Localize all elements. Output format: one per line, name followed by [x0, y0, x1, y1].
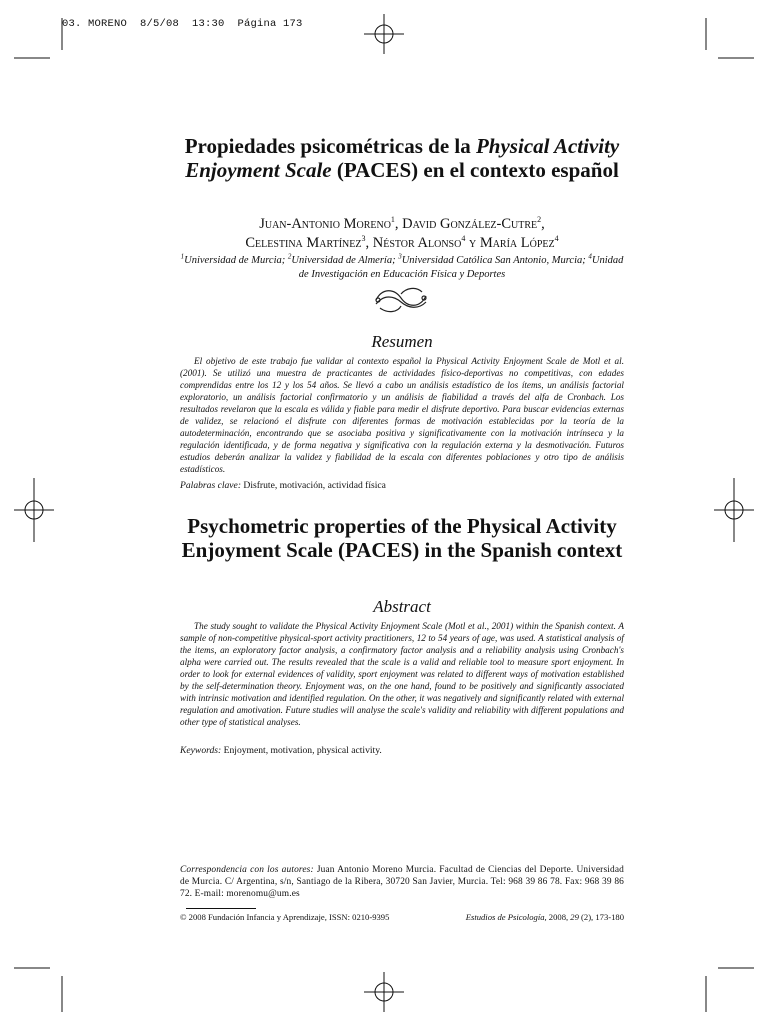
spanish-keywords-values: Disfrute, motivación, actividad física: [241, 480, 386, 491]
abstract-body: The study sought to validate the Physical Activity Enjoyment Scale (Motl et al., 2001) within the Spanish context. A sample of non-competitive physical-sport activity practitioners, 12 to 54 years of age, was used. A statistical analysis of the items, an exploratory factor analysis, a confirmatory factor analysis and a reliability analysis using Cronbach's alpha were carried out. The results revealed that the scale is a valid and reliable tool to measure sport enjoyment. In order to look for external evidences of validity, sport enjoyment was related to different ways of motivation established by the self-determination theory. Enjoyment was, on the one hand, found to be positively and significantly associated with intrinsic motivation and identified regulation. On the other, it was negatively and significantly related with external regulation and amotivation. Future studies will analyse the scale's validity and reliability with different populations and other type of statistical analyses.: [180, 621, 624, 728]
resumen-body: El objetivo de este trabajo fue validar al contexto español la Physical Activity Enjoyment Scale de Motl et al. (2001). Se utilizó una muestra de practicantes de actividades físico-deportivas no competitivas, con edades comprendidas entre los 12 y los 54 años. Se llevó a cabo un análisis estadístico de los ítems, un análisis factorial exploratorio, un análisis factorial confirmatorio y un análisis de fiabilidad a través del alfa de Cronbach. Los resultados revelaron que la escala es válida y fiable para medir el disfrute deportivo. Para buscar evidencias externas de validez, se relacionó el disfrute con diferentes formas de motivación establecidas por la teoría de la autodeterminación, encontrando que se asociaba positiva y significativamente con la motivación intrínseca y la regulación identificada, y de forma negativa y significativa con la regulación externa y la desmotivación. Futuros estudios deberán analizar la validez y fiabilidad de la escala con diferentes poblaciones y otro tipo de análisis estadísticos.: [180, 356, 624, 475]
english-keywords-values: Enjoyment, motivation, physical activity.: [221, 745, 382, 756]
resumen-heading: Resumen: [371, 332, 433, 351]
spanish-title-scale-name: Physical Activity Enjoyment Scale: [185, 134, 620, 182]
author-list: Juan-Antonio Moreno$^1$, David González-Cutre$^2$, Celestina Martínez$^3$, Néstor Alonso$^4$ y María López$^4$: [245, 215, 559, 251]
correspondence-text: Juan Antonio Moreno Murcia. Facultad de Ciencias del Deporte. Universidad de Murcia. C/ Argentina, s/n, Santiago de la Ribera, 30720 San Javier, Murcia. Tel: 968 39 86 78. Fax: 968 39 86 72. E-mail: morenomu@um.es: [180, 865, 624, 900]
print-slug-line: 03. MORENO 8/5/08 13:30 Página 173: [62, 18, 303, 30]
correspondence-note: [180, 864, 624, 900]
author-name: David González-Cutre: [402, 216, 538, 232]
spanish-title: [180, 134, 624, 182]
spanish-keywords: [180, 480, 624, 492]
english-title: Psychometric properties of the Physical Activity Enjoyment Scale (PACES) in the Spanish context: [181, 514, 623, 562]
author-name: Néstor Alonso: [372, 235, 462, 251]
english-keywords: [180, 745, 624, 757]
footer-rule: [186, 908, 256, 909]
decorative-ornament-icon: [372, 284, 430, 316]
spanish-keywords-label: Palabras clave:: [180, 480, 242, 491]
abstract-heading: Abstract: [373, 597, 431, 616]
copyright-notice: © 2008 Fundación Infancia y Aprendizaje, ISSN: 0210-9395: [180, 912, 390, 922]
author-name: Juan-Antonio Moreno: [259, 216, 391, 232]
affiliations: $^1$Universidad de Murcia; $^2$Universidad de Almería; $^3$Universidad Católica San Antonio, Murcia; $^4$Unidad de Investigación en Educación Física y Deportes: [180, 252, 624, 280]
spanish-title-part1: Propiedades psicométricas de la: [184, 134, 476, 158]
author-name: María López: [479, 235, 555, 251]
journal-citation: Estudios de Psicología, 2008, 29 (2), 173-180: [465, 912, 624, 922]
correspondence-label: Correspondencia con los autores:: [180, 865, 314, 875]
author-name: Celestina Martínez: [245, 235, 362, 251]
spanish-title-part3: (PACES) en el contexto español: [331, 158, 619, 182]
english-keywords-label: Keywords:: [180, 745, 222, 756]
page-footer: [180, 911, 624, 923]
